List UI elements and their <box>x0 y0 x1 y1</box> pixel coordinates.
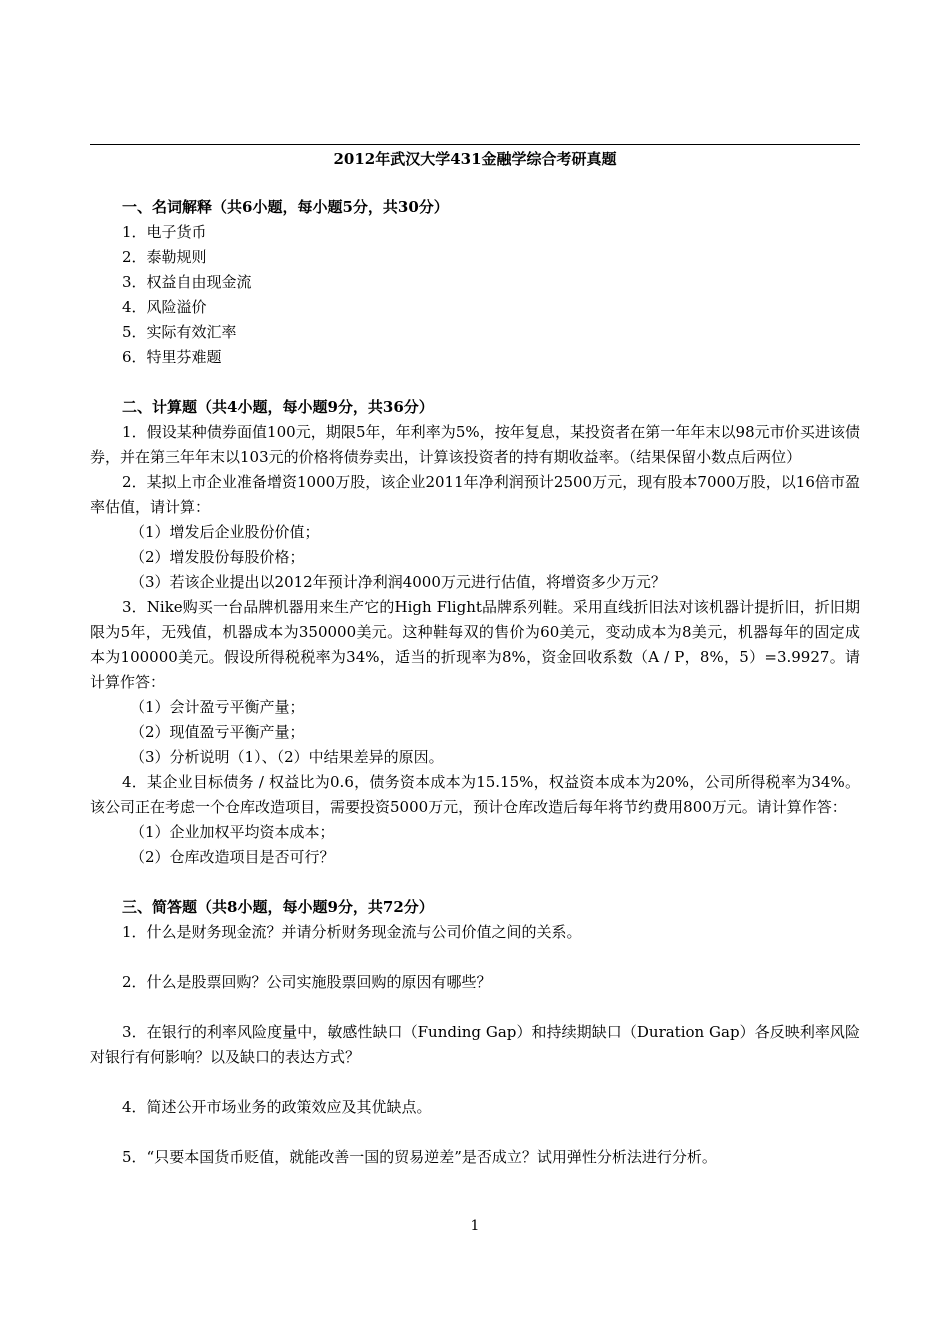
sub-question: （1）增发后企业股份价值； <box>130 523 320 541</box>
question-paragraph: 2．什么是股票回购？公司实施股票回购的原因有哪些？ <box>122 973 492 991</box>
question-paragraph: 4．简述公开市场业务的政策效应及其优缺点。 <box>122 1098 432 1116</box>
question-paragraph: 1．什么是财务现金流？并请分析财务现金流与公司价值之间的关系。 <box>122 923 582 941</box>
question-paragraph: 2．某拟上市企业准备增资1000万股，该企业2011年净利润预计2500万元，现有股本7000万股，以16倍市盈率估值，请计算： <box>90 473 860 516</box>
sub-question: （3）分析说明（1）、（2）中结果差异的原因。 <box>130 748 444 766</box>
list-item: 5．实际有效汇率 <box>122 323 237 341</box>
sub-question: （3）若该企业提出以2012年预计净利润4000万元进行估值，将增资多少万元？ <box>130 573 666 591</box>
document-body <box>90 195 860 1170</box>
sub-question: （1）企业加权平均资本成本； <box>130 823 335 841</box>
list-item: 6．特里芬难题 <box>122 348 222 366</box>
list-item: 3．权益自由现金流 <box>122 273 252 291</box>
question-paragraph: 4．某企业目标债务 / 权益比为0.6，债务资本成本为15.15%，权益资本成本为20%，公司所得税率为34%。该公司正在考虑一个仓库改造项目，需要投资5000万元，预计仓库改造后每年将节约费用800万元。请计算作答： <box>90 773 860 816</box>
sub-question: （2）现值盈亏平衡产量； <box>130 723 305 741</box>
question-paragraph: 3．在银行的利率风险度量中，敏感性缺口（Funding Gap）和持续期缺口（Duration Gap）各反映利率风险对银行有何影响？以及缺口的表达方式？ <box>90 1023 860 1066</box>
sub-question: （2）仓库改造项目是否可行？ <box>130 848 335 866</box>
page-title: 2012年武汉大学431金融学综合考研真题 <box>333 150 617 168</box>
section-heading-1: 一、名词解释（共6小题，每小题5分，共30分） <box>122 198 449 216</box>
section-heading-2: 二、计算题（共4小题，每小题9分，共36分） <box>122 398 434 416</box>
section-heading-3: 三、简答题（共8小题，每小题9分，共72分） <box>122 898 434 916</box>
header-rule <box>90 144 860 145</box>
list-item: 4．风险溢价 <box>122 298 207 316</box>
list-item: 2．泰勒规则 <box>122 248 207 266</box>
question-paragraph: 3．Nike购买一台品牌机器用来生产它的High Flight品牌系列鞋。采用直线折旧法对该机器计提折旧，折旧期限为5年，无残值，机器成本为350000美元。这种鞋每双的售价为60美元，变动成本为8美元，机器每年的固定成本为100000美元。假设所得税税率为34%，适当的折现率为8%，资金回收系数（A / P，8%，5）=3.9927。请计算作答： <box>90 598 860 691</box>
page-number: 1 <box>470 1218 480 1234</box>
question-paragraph: 5．“只要本国货币贬值，就能改善一国的贸易逆差”是否成立？试用弹性分析法进行分析。 <box>122 1148 717 1166</box>
sub-question: （1）会计盈亏平衡产量； <box>130 698 305 716</box>
question-paragraph: 1．假设某种债券面值100元，期限5年，年利率为5%，按年复息，某投资者在第一年年末以98元市价买进该债券，并在第三年年末以103元的价格将债券卖出，计算该投资者的持有期收益率。（结果保留小数点后两位） <box>90 423 860 466</box>
list-item: 1．电子货币 <box>122 223 207 241</box>
sub-question: （2）增发股份每股价格； <box>130 548 305 566</box>
